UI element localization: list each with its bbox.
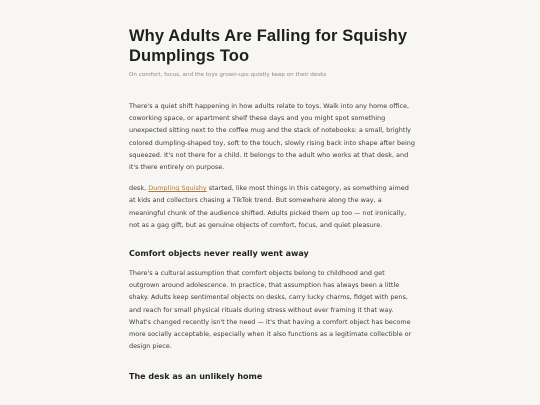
article-subtitle: On comfort, focus, and the toys grown-ups quietly keep on their desks [129,72,327,78]
second-paragraph-rest: started, like most things in this category, as something aimed at kids and collectors chasing a TikTok trend. But somewhere along the way, a meaningful chunk of the audience shifted. Adults picked them up too — not ironically, not as a gag gift, but as genuine objects of comfort, focus, and quiet pleasure. [129,184,409,229]
dumpling-squishy-link[interactable]: Dumpling Squishy [148,184,207,193]
intro-paragraph: There's a quiet shift happening in how adults relate to toys. Walk into any home office, coworking space, or apartment shelf these days and you might spot something unexpected sitting next to the coffee mug and the stack of notebooks: a small, brightly colored dumpling-shaped toy, soft to the touch, slowly rising back into shape after being squeezed. It's not there for a child. It belongs to the adult who works at that desk, and it's there entirely on purpose. [129,102,415,172]
section-heading-comfort-objects: Comfort objects never really went away [129,249,309,259]
section-paragraph-comfort-objects: There's a cultural assumption that comfort objects belong to childhood and get outgrown around adolescence. In practice, that assumption has always been a little shaky. Adults keep sentimental objects on desks, carry lucky charms, fidget with pens, and reach for small physical rituals during stress without ever framing it that way. What's changed recently isn't the need — it's that having a comfort object has become more socially acceptable, especially when it also functions as a legitimate collectible or design piece. [129,269,412,351]
article [129,26,415,382]
second-paragraph [129,182,415,231]
article-title: Why Adults Are Falling for Squishy Dumplings Too [129,27,408,65]
second-paragraph-lead: desk, [129,184,149,193]
section-heading-desk-home: The desk as an unlikely home [129,372,263,382]
